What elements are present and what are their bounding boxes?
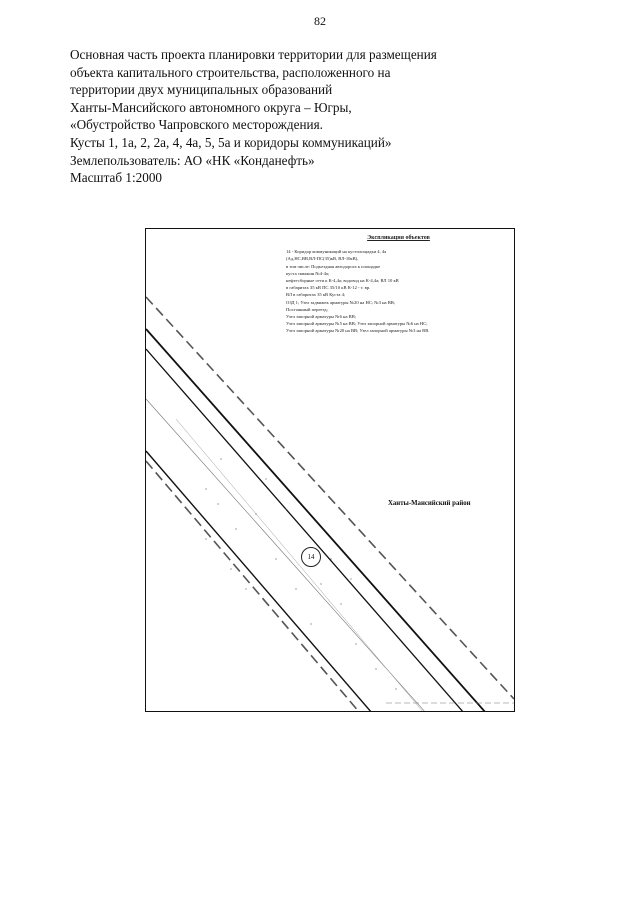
header-line: Кусты 1, 1а, 2, 2а, 4, 4а, 5, 5а и коридоры коммуникаций» [70,134,392,150]
explication-line: Постоянный переезд; [286,306,328,312]
header-line: объекта капитального строительства, расположенного на [70,64,391,80]
explication-line: Узел запорной арматуры №6 на ВВ; [286,314,357,320]
explication-line: куста скважин №4-4а; [286,270,330,276]
plan-map [145,228,515,712]
page-number: 82 [314,14,326,28]
header-line: территории двух муниципальных образований [70,82,333,98]
boundary-dashed-line [146,297,514,699]
explication-block [286,235,511,335]
explication-line: Узел запорной арматуры №20 на ВВ; Узел запорной арматуры №3 на ВВ. [286,328,430,334]
header-line: Землепользователь: АО «НК «Конданефть» [70,152,315,168]
object-number-marker: 14 [301,547,321,567]
district-label: Ханты-Мансийский район [388,500,471,507]
thin-line [176,419,424,712]
explication-line: 14 - Коридор коммуникаций на кустплощадки 4, 4а [286,249,387,255]
scale-line: Масштаб 1:2000 [70,170,163,186]
explication-line: (Ад,НС,ВВ,ВЛ-ПС(35)кВ, ВЛ-10кВ), [286,256,359,262]
header-line: Основная часть проекта планировки территории для размещения [70,47,437,62]
header-line: Ханты-Мансийского автономного округа – Югры, [70,99,352,115]
explication-line: нефтесборные сети к К-4,4а; водовод на К-4,4а; ВЛ 10 кВ [286,278,399,284]
corridor-line [146,349,464,712]
thin-line [146,399,426,712]
header-line: «Обустройство Чапровского месторождения. [70,117,323,133]
boundary-dashed-line [146,461,360,712]
document-header [70,46,490,187]
explication-line: ОЗД 1; Узел задвижек арматуры №20 на НС; №3 на ВВ; [286,299,396,305]
explication-line: Узел запорной арматуры №5 на ВВ; Узел запорной арматуры №6 на НС; [286,321,428,327]
explication-title: Экспликация объектов [367,235,430,241]
explication-line: ВЛ в габаритах 35 кВ Куста 4; [286,292,346,298]
corridor-line [146,451,372,712]
explication-line: в габаритах 35 кВ ПС 35/10 кВ К-12 - т. вр. [286,285,371,291]
explication-line: в том числе: Подъездная автодорога к площадке [286,263,381,269]
survey-points [190,458,396,689]
